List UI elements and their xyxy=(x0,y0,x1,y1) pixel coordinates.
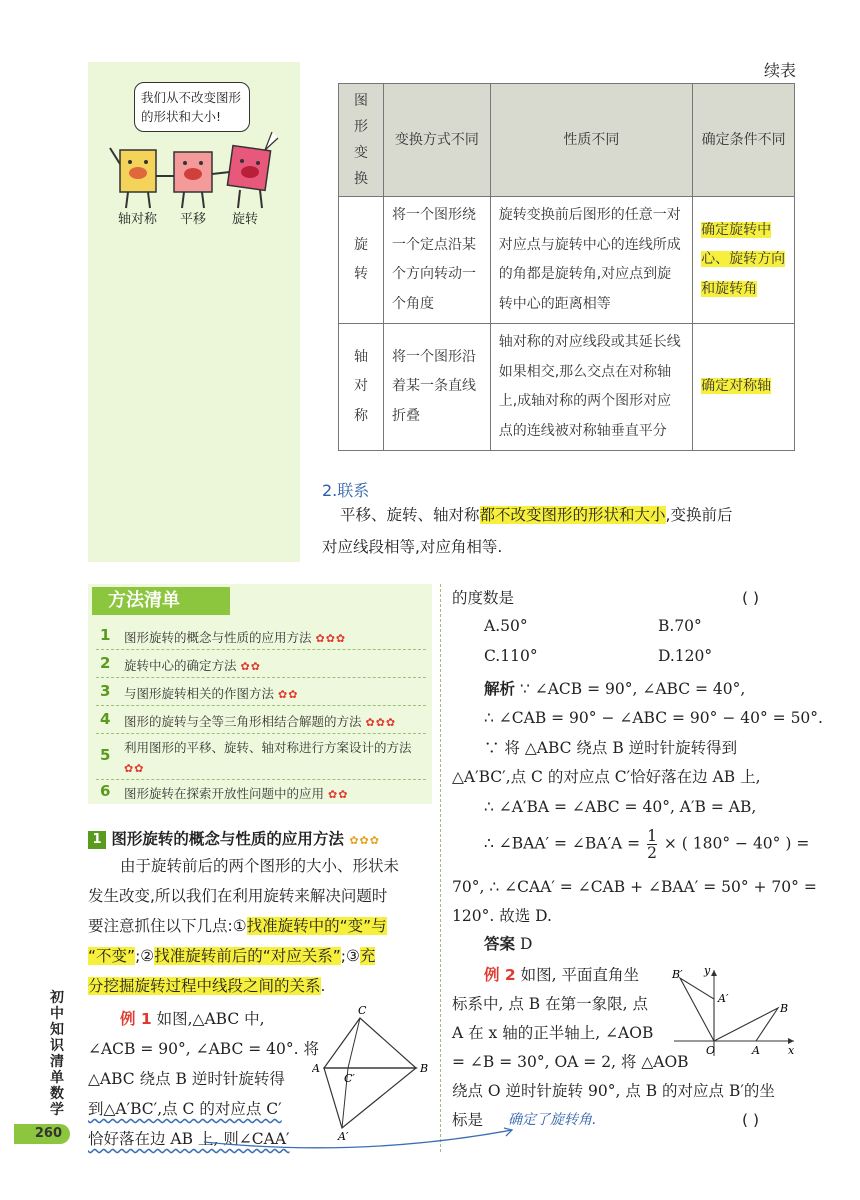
example2-line2: 标系中, 点 B 在第一象限, 点 xyxy=(452,995,648,1013)
star-icons: ✿✿✿ xyxy=(365,716,397,729)
relation-text-pre: 平移、旋转、轴对称 xyxy=(340,506,480,524)
example1-line4: 到△A′BC′,点 C 的对应点 C′ xyxy=(88,1100,282,1118)
label-x: x xyxy=(788,1044,795,1057)
example2-line4: = ∠B = 30°, OA = 2, 将 △AOB xyxy=(452,1053,689,1071)
header-cell: 确定条件不同 xyxy=(693,84,795,197)
method-item xyxy=(96,650,426,678)
method-item xyxy=(96,780,426,804)
question-end: 的度数是 xyxy=(452,589,515,607)
method-list-title: 方法清单 xyxy=(92,587,230,615)
example2-coordinate-figure xyxy=(670,964,800,1058)
header-cell: 图形变换 xyxy=(339,84,384,197)
star-icons: ✿✿ xyxy=(240,660,261,673)
section-badge: 1 xyxy=(88,831,106,849)
row-condition xyxy=(693,197,795,324)
example1-line5: 恰好落在边 AB 上, 则∠CAA′ xyxy=(88,1130,290,1148)
row-method: 将一个图形绕一个定点沿某个方向转动一个角度 xyxy=(383,197,490,324)
option-D: D.120° xyxy=(658,647,713,665)
method-num: 4 xyxy=(100,710,111,728)
option-A: A.50° xyxy=(484,617,528,635)
condition-highlight: 确定对称轴 xyxy=(701,378,772,395)
label-O: O xyxy=(706,1044,716,1057)
answer-paren: ( ) xyxy=(742,589,760,607)
cartoon-label-translate: 平移 xyxy=(180,212,207,227)
label-Ap: A′ xyxy=(338,1130,349,1143)
answer-line: 答案 D xyxy=(484,935,533,953)
label-Ap: A′ xyxy=(718,992,729,1005)
section1-p4: “不变”;②找准旋转前后的“对应关系”;③充 xyxy=(88,947,376,965)
method-num: 5 xyxy=(100,746,111,764)
star-icons: ✿✿ xyxy=(124,762,145,775)
row-property: 旋转变换前后图形的任意一对对应点与旋转中心的连线所成的角都是旋转角,对应点到旋转中心的距离相等 xyxy=(490,197,692,324)
section1-p1: 由于旋转前后的两个图形的大小、形状未 xyxy=(120,857,400,875)
row-property: 轴对称的对应线段或其延长线如果相交,那么交点在对称轴上,成轴对称的两个图形对应点的连线被对称轴垂直平分 xyxy=(490,324,692,451)
header-cell: 变换方式不同 xyxy=(383,84,490,197)
side-book-label: 初中知识清单 数学 xyxy=(50,990,64,1118)
cartoon-label-axis: 轴对称 xyxy=(118,212,158,227)
label-A: A xyxy=(752,1044,760,1057)
transform-comparison-table xyxy=(338,83,795,451)
method-num: 3 xyxy=(100,682,111,700)
bubble-line-2: 的形状和大小! xyxy=(141,109,222,124)
section1-p2: 发生改变,所以我们在利用旋转来解决问题时 xyxy=(88,887,388,905)
solution-line6: ∴ ∠BAA′ = ∠BA′A = $\frac{1}{2}$ × ( 180° − 40° ) = xyxy=(484,827,810,862)
example2-line5: 绕点 O 逆时针旋转 90°, 点 B 的对应点 B′的坐 xyxy=(452,1082,775,1100)
method-item xyxy=(96,734,426,780)
example2-line3: A 在 x 轴的正半轴上, ∠AOB xyxy=(452,1024,654,1042)
star-icons: ✿✿✿ xyxy=(349,834,380,847)
example2-line6: 标是 xyxy=(452,1111,484,1129)
column-divider xyxy=(440,584,441,1152)
header-cell: 性质不同 xyxy=(490,84,692,197)
relation-highlight: 都不改变图形的形状和大小 xyxy=(479,506,666,524)
option-C: C.110° xyxy=(484,647,538,665)
method-item xyxy=(96,622,426,650)
label-B: B xyxy=(420,1062,429,1075)
relation-title: 2.联系 xyxy=(322,481,370,500)
method-text: 与图形旋转相关的作图方法 ✿✿ xyxy=(124,686,299,701)
row-method: 将一个图形沿着某一条直线折叠 xyxy=(383,324,490,451)
row-name: 轴对称 xyxy=(339,324,384,451)
label-A: A xyxy=(312,1062,320,1075)
section1-p5: 分挖掘旋转过程中线段之间的关系. xyxy=(88,977,326,995)
solution-line4: △A′BC′,点 C 的对应点 C′恰好落在边 AB 上, xyxy=(452,768,761,786)
condition-highlight: 确定旋转中心、旋转方向和旋转角 xyxy=(701,221,786,297)
page-number: 260 xyxy=(14,1124,70,1144)
star-icons: ✿✿ xyxy=(328,788,349,801)
solution-line3: ∵ 将 △ABC 绕点 B 逆时针旋转得到 xyxy=(484,739,738,757)
table-row xyxy=(339,324,795,451)
section1-p3: 要注意抓住以下几点:①找准旋转中的“变”与 xyxy=(88,917,387,935)
solution-line5: ∴ ∠A′BA = ∠ABC = 40°, A′B = AB, xyxy=(484,798,757,816)
method-text: 利用图形的平移、旋转、轴对称进行方案设计的方法 ✿✿ xyxy=(124,740,412,775)
row-condition xyxy=(693,324,795,451)
label-C: C xyxy=(358,1004,367,1017)
method-item xyxy=(96,678,426,706)
table-header-row xyxy=(339,84,795,197)
continued-label: 续表 xyxy=(763,61,796,80)
speech-bubble xyxy=(134,82,250,132)
method-num: 1 xyxy=(100,626,111,644)
example1-line2: ∠ACB = 90°, ∠ABC = 40°. 将 xyxy=(88,1040,319,1058)
handwritten-note: 确定了旋转角. xyxy=(508,1112,597,1128)
example1-line1: 例 1 如图,△ABC 中, xyxy=(120,1010,265,1028)
label-Cp: C′ xyxy=(344,1072,355,1085)
method-item xyxy=(96,706,426,734)
method-text: 图形的旋转与全等三角形相结合解题的方法 ✿✿✿ xyxy=(124,714,397,729)
option-B: B.70° xyxy=(658,617,702,635)
relation-text-line2: 对应线段相等,对应角相等. xyxy=(322,538,503,556)
solution-line7: 70°, ∴ ∠CAA′ = ∠CAB + ∠BAA′ = 50° + 70° = xyxy=(452,878,817,896)
solution-line8: 120°. 故选 D. xyxy=(452,907,552,925)
cartoon-label-rotate: 旋转 xyxy=(232,212,259,227)
star-icons: ✿✿ xyxy=(278,688,299,701)
label-Bp: B′ xyxy=(672,968,683,981)
relation-text-line1 xyxy=(340,500,810,530)
section-title: 图形旋转的概念与性质的应用方法 xyxy=(111,830,344,848)
solution-line1: 解析 ∵ ∠ACB = 90°, ∠ABC = 40°, xyxy=(484,680,746,698)
handwritten-arrow xyxy=(200,1120,520,1160)
star-icons: ✿✿✿ xyxy=(315,632,347,645)
solution-line2: ∴ ∠CAB = 90° − ∠ABC = 90° − 40° = 50°. xyxy=(484,709,823,727)
answer-paren-2: ( ) xyxy=(742,1111,760,1129)
relation-text-post: ,变换前后 xyxy=(665,506,733,524)
method-text: 图形旋转的概念与性质的应用方法 ✿✿✿ xyxy=(124,630,347,645)
bubble-line-1: 我们从不改变图形 xyxy=(141,90,242,105)
method-text: 旋转中心的确定方法 ✿✿ xyxy=(124,658,261,673)
section1-heading xyxy=(88,827,434,849)
example2-line1: 例 2 如图, 平面直角坐 xyxy=(484,966,639,984)
table-row xyxy=(339,197,795,324)
row-name: 旋转 xyxy=(339,197,384,324)
label-B: B xyxy=(780,1002,789,1015)
label-y: y xyxy=(704,964,711,977)
method-num: 6 xyxy=(100,782,111,800)
method-text: 图形旋转在探索开放性问题中的应用 ✿✿ xyxy=(124,786,349,801)
method-num: 2 xyxy=(100,654,111,672)
example1-line3: △ABC 绕点 B 逆时针旋转得 xyxy=(88,1070,285,1088)
